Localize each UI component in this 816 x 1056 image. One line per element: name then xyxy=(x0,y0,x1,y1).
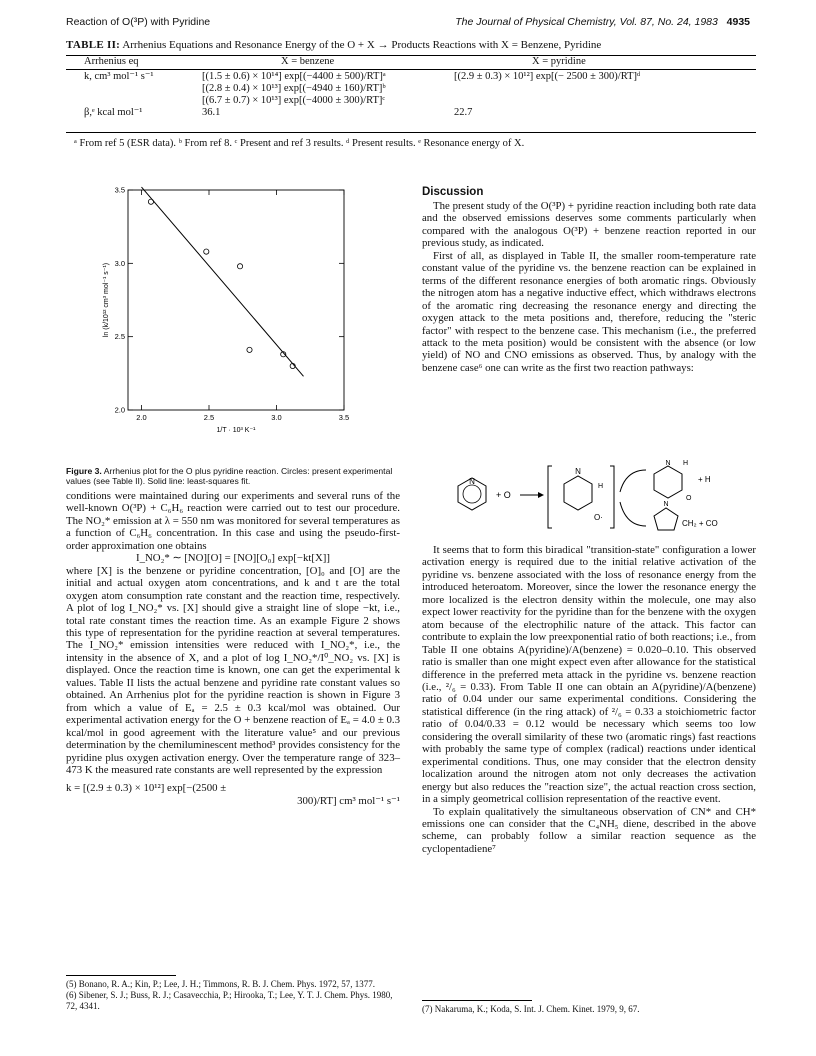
x-tick-label: 2.0 xyxy=(136,413,147,422)
table-cell: [(2.9 ± 0.3) × 10¹²] exp[(− 2500 ± 300)/RT]ᵈ xyxy=(454,71,641,82)
table-footnotes: ᵃ From ref 5 (ESR data). ᵇ From ref 8. ᶜ Present and ref 3 results. ᵈ Present results. ᵉ Resonance energy of X. xyxy=(74,138,525,149)
arrow-head xyxy=(538,492,544,498)
product-ring xyxy=(654,508,678,530)
arrhenius-plot xyxy=(86,182,386,482)
left-column xyxy=(66,490,400,807)
nitrogen-label: N xyxy=(665,460,671,467)
page-number: 4935 xyxy=(726,16,750,28)
right-column-continued xyxy=(422,544,756,855)
y-tick-label: 2.0 xyxy=(114,405,125,415)
plot-ticks xyxy=(115,186,350,423)
paragraph: To explain qualitatively the simultaneous observation of CN* and CH* emissions one can consider that the C₄NH₅ diene, described in the above scheme, can probably follow a similar reaction sequence as the cyclopentadiene⁷ xyxy=(422,805,756,855)
figure-caption xyxy=(66,466,400,487)
paragraph: First of all, as displayed in Table II, the smaller room-temperature rate constant value of the pyridine vs. the benzene reaction can be explained in terms of the different resonance energies of both aromatic rings. Obviously the nitrogen atom has a negative inductive effect, which withdraws electrons of the aromatic ring decreasing the resonance energy and directing the oxygen attack to the meta positions and, therefore, reducing the "steric factor" with respect to the benzene case. This mechanism (i.e., the preferred attack to the meta position) would be consistent with the absence (or low yield) of NO and CNO emissions as observed. Thus, by analogy with the benzene case⁶ one can write as the first two reaction pathways: xyxy=(422,249,756,374)
table-title: Arrhenius Equations and Resonance Energy of the O + X → Products Reactions with X = Benzene, Pyridine xyxy=(122,39,602,51)
x-tick-label: 3.0 xyxy=(271,413,282,422)
table-header: X = benzene xyxy=(281,56,335,67)
table-cell: [(1.5 ± 0.6) × 10¹⁴] exp[(−4400 ± 500)/RT]ᵃ xyxy=(202,71,386,82)
plot-frame xyxy=(128,190,344,410)
plus-hydrogen: + H xyxy=(698,475,711,484)
data-point xyxy=(204,249,209,254)
table-header: Arrhenius eq xyxy=(84,56,139,67)
paragraph: where [X] is the benzene or pyridine concentration, [O]₀ and [O] are the initial and actual oxygen atom concentrations, and k and t are the total oxygen atom consumption rate constant and the reaction time, respectively. A plot of log I_NO₂* vs. [X] should give a straight line of slope −kt, i.e., total rate constant times the reaction time. As an example Figure 2 shows this type of representation for the pyridine reaction at several temperatures. The I_NO₂* emission intensities were reduced with I_NO₂*, i.e., the intensity in the absence of X, and a plot of log I_NO₂*/I⁰_NO₂ vs. [X] is displayed. Once the reaction time is known, one can get the experimental k values. Table II lists the actual benzene and pyridine rate constant values so obtained. An Arrhenius plot for the pyridine reaction is shown in Figure 3 from which a value of Eₐ = 2.5 ± 0.3 kcal/mol was obtained. Our experimental activation energy for the O + benzene reaction of Eₐ = 4.0 ± 0.3 kcal/mol in good agreement with the literature value⁵ and our previous determination by the chemiluminescent method³ provides consistency for the pyridine plus oxygen activation energy. Over the temperature range of 323–473 K the measured rate constants are well represented by the expression xyxy=(66,564,400,776)
references-left xyxy=(66,975,400,1012)
bracket-right xyxy=(610,466,614,528)
table-caption xyxy=(66,39,756,51)
plot-marks xyxy=(142,187,304,376)
nitrogen-label: N xyxy=(469,477,475,486)
branch-arrow-down xyxy=(620,502,646,526)
y-tick-label: 2.5 xyxy=(114,332,125,342)
product-ring xyxy=(654,466,682,498)
table-row xyxy=(66,106,756,119)
journal-header xyxy=(455,16,750,28)
references-right xyxy=(422,1000,756,1015)
equation: 300)/RT] cm³ mol⁻¹ s⁻¹ xyxy=(297,794,400,807)
aromatic-circle xyxy=(463,485,481,503)
data-point xyxy=(247,347,252,352)
y-tick-label: 3.0 xyxy=(114,258,125,268)
branch-arrow-up xyxy=(620,470,646,492)
reference: (6) Sibener, S. J.; Buss, R. J.; Casavecchia, P.; Hirooka, T.; Lee, Y. T. J. Chem. Phys. 1980, 72, 4341. xyxy=(66,990,393,1011)
reference: (7) Nakaruma, K.; Koda, S. Int. J. Chem. Kinet. 1979, 9, 67. xyxy=(422,1004,640,1014)
bracket-left xyxy=(548,466,552,528)
table-cell: 22.7 xyxy=(454,107,473,118)
x-tick-label: 3.5 xyxy=(338,413,350,422)
right-column xyxy=(422,200,756,374)
reference: (5) Bonano, R. A.; Kin, P.; Lee, J. H.; Timmons, R. B. J. Chem. Phys. 1972, 57, 1377. xyxy=(66,979,376,989)
reaction-scheme xyxy=(440,456,740,540)
table-cell: 36.1 xyxy=(202,107,221,118)
nitrogen-label: N xyxy=(575,467,581,476)
plot-axes xyxy=(128,190,344,410)
table-header: X = pyridine xyxy=(532,56,586,67)
oxygen-label: O xyxy=(686,495,692,502)
hydrogen-label: H xyxy=(598,483,604,490)
fit-line xyxy=(142,187,304,376)
x-axis-label: 1/T · 10³ K⁻¹ xyxy=(216,427,256,434)
y-axis-label: ln (k/10¹² cm³ mol⁻¹ s⁻¹) xyxy=(103,262,110,338)
table-bottom-rule xyxy=(66,132,756,133)
figure-label: Figure 3. xyxy=(66,466,102,476)
table-cell: β,ᵉ kcal mol⁻¹ xyxy=(84,107,143,118)
table-row xyxy=(66,94,756,106)
figure-caption-text: Arrhenius plot for the O plus pyridine reaction. Circles: present experimental values (see Table II). Solid line: least-squares fit. xyxy=(66,466,393,487)
table-label: TABLE II: xyxy=(66,39,121,51)
running-title: Reaction of O(³P) with Pyridine xyxy=(66,16,211,28)
intermediate-ring xyxy=(564,476,592,510)
section-heading: Discussion xyxy=(422,186,484,198)
data-point xyxy=(237,264,242,269)
footnote-rule xyxy=(66,975,176,976)
table-cell: [(2.8 ± 0.4) × 10¹³] exp[(−4940 ± 160)/RT]ᵇ xyxy=(202,83,386,94)
table-row xyxy=(66,82,756,94)
paragraph: conditions were maintained during our experiments and several runs of the well-known O(³P) + C₆H₆ reaction were carried out to test our procedure. The NO₂* emission at λ = 550 nm was monitored for several temperatures as a function of C₆H₆ concentration. In this case and using the pseudo-first-order approximation one obtains xyxy=(66,490,400,552)
table-cell: [(6.7 ± 0.7) × 10¹³] exp[(−4000 ± 300)/RT]ᶜ xyxy=(202,95,386,106)
equation: I_NO₂* ∼ [NO][O] = [NO][O₀] exp[−kt[X]] xyxy=(136,552,330,565)
table-row xyxy=(66,70,756,82)
journal-citation: The Journal of Physical Chemistry, Vol. 87, No. 24, 1983 xyxy=(455,16,718,28)
footnote-rule xyxy=(422,1000,532,1001)
table-cell: k, cm³ mol⁻¹ s⁻¹ xyxy=(84,71,154,82)
table-header-row xyxy=(66,55,756,69)
oxy-radical-label: O· xyxy=(594,513,603,522)
table xyxy=(66,55,756,119)
plus-oxygen: + O xyxy=(496,490,511,500)
nitrogen-label: N xyxy=(663,501,669,508)
equation: k = [(2.9 ± 0.3) × 10¹²] exp[−(2500 ± xyxy=(66,782,227,795)
x-tick-label: 2.5 xyxy=(203,413,215,422)
product-label: CH₂ + CO xyxy=(682,519,718,528)
hydrogen-label: H xyxy=(683,460,689,467)
y-tick-label: 3.5 xyxy=(114,185,125,195)
paragraph: It seems that to form this biradical "transition-state" configuration a lower activation energy is required due to the initial relative activation of the pyridine vs. benzene associated with the loss of resonance energy from the introduced heteroatom. Moreover, since the lower the resonance energy the more localized is the electron density within the molecule, one may also expect lower reactivity for the pyridine than for the benzene with the oxygen atom because of the electrophilic nature of the attack. This factor can contribute to explain the low preexponential ratio of both reactions; i.e., from Table II one obtains A(pyridine)/A(benzene) = 0.020–0.10. This observed ratio is smaller than one might expect even after allowance for the statistical difference in the preferred meta attack in the pyridine vs. benzene reaction (i.e., ²/₆ = 0.33). From Table II one can obtain an A(pyridine)/A(benzene) ratio of 0.04 under our same experimental conditions. Considering the statistical difference (in the ring attack) of ²/₆ = 0.33 a stoichiometric factor ratio of 0.04/0.33 = 0.12 would be necessary which seems too low considering the overall similarity of these two (aromatic rings) fast reactions with probably the same type of complex (radical) reactions under identical experimental conditions. Thus, one may consider that the electron density localization around the nitrogen atom not only decreases the activation energy but also reduces the "reaction size", the actual reaction cross section, in a simply geometrical collision representation of the reactive event. xyxy=(422,544,757,806)
paragraph: The present study of the O(³P) + pyridine reaction including both rate data and the observed emissions deserves some comments particularly when compared with the analogous O(³P) + benzene reaction reported in our previous study, as indicated. xyxy=(422,200,756,250)
